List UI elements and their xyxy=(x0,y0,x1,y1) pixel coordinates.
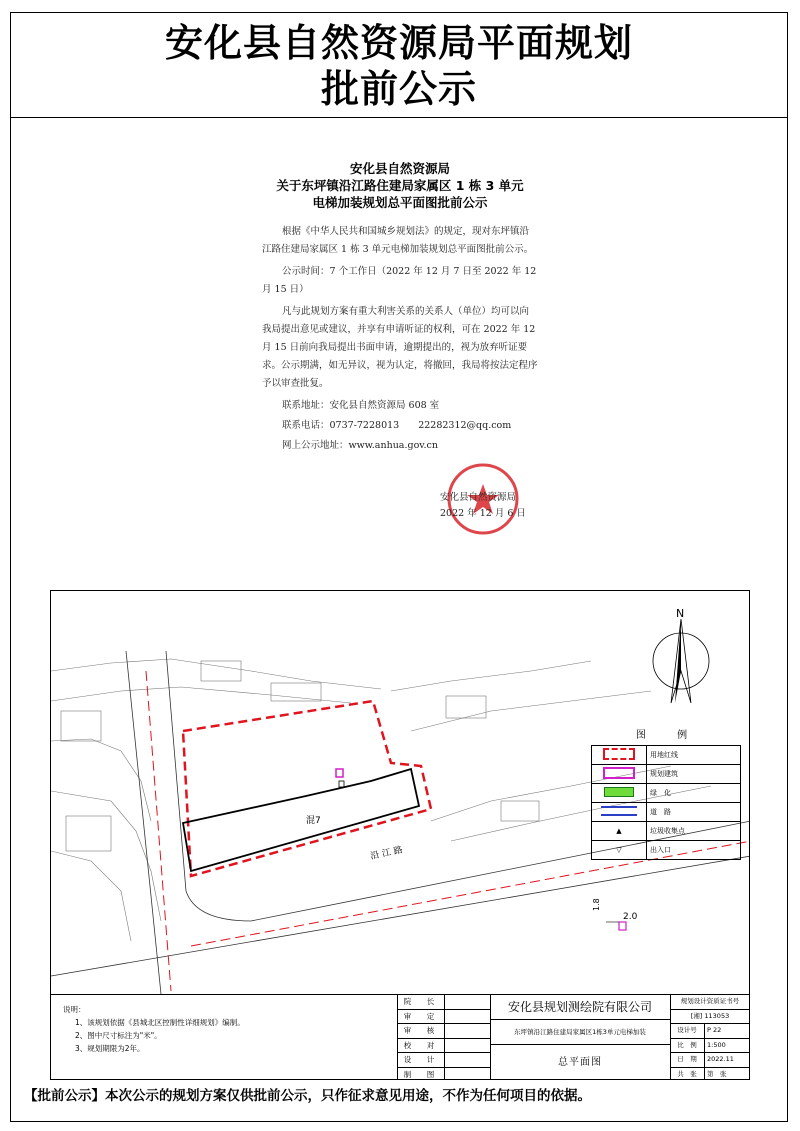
cert-number: [湘] 113053 xyxy=(670,1010,750,1025)
title-line-2: 批前公示 xyxy=(320,67,477,111)
info-row: 日 期 2022.11 xyxy=(670,1053,750,1068)
legend-item: ▲ 垃圾收集点 xyxy=(592,822,741,841)
note-item: 2、图中尺寸标注为"米"。 xyxy=(75,1031,162,1040)
notice-phone: 联系电话：0737-7228013 22282312@qq.com xyxy=(282,420,512,431)
north-label: N xyxy=(676,607,685,620)
notice-para-rights: 凡与此规划方案有重大利害关系的关系人（单位）均可以向我局提出意见或建议，并享有申请听证的权利，可在 2022 年 12 月 15 日前向我局提出书面申请，逾期提出的，视为放弃听证要求。公示期满，如无异议，视为认定，将撤回，我局将按法定程序予以审查批复。 xyxy=(262,306,538,389)
site-plan-drawing xyxy=(50,590,750,1080)
map-dim-b: 2.0 xyxy=(623,912,638,922)
map-dim-a: 1.8 xyxy=(592,898,601,911)
sign-date: 2022 年 12 月 6 日 xyxy=(440,508,526,519)
page-title xyxy=(10,12,788,118)
north-arrow-icon xyxy=(653,607,709,703)
notice-heading xyxy=(262,160,538,211)
drawing-name: 总平面图 xyxy=(558,1057,602,1068)
legend-item: ▽ 出入口 xyxy=(592,841,741,860)
notice-heading-line2: 关于东坪镇沿江路住建局家属区 1 栋 3 单元 xyxy=(276,178,524,193)
role-label: 院 长 xyxy=(398,995,445,1009)
role-label: 校 对 xyxy=(398,1039,445,1053)
title-block-roles xyxy=(398,995,491,1080)
notice-body xyxy=(262,223,538,455)
road-symbol-icon xyxy=(601,806,637,816)
legend-item: 规划建筑 xyxy=(592,765,741,784)
entrance-v-icon: ▽ xyxy=(616,846,622,854)
legend-item: 用地红线 xyxy=(592,746,741,765)
project-name: 东坪镇沿江路住建局家属区1栋3单元电梯加装 xyxy=(490,1020,670,1045)
info-row: 比 例 1:500 xyxy=(670,1039,750,1054)
company-name: 安化县规划测绘院有限公司 xyxy=(490,995,670,1020)
map-label-building: 混7 xyxy=(306,816,321,826)
notice-website: 网上公示地址：www.anhua.gov.cn xyxy=(282,440,438,451)
red-line-symbol-icon xyxy=(603,748,635,760)
title-block-center xyxy=(490,995,671,1080)
role-label: 审 定 xyxy=(398,1010,445,1024)
role-label: 制 图 xyxy=(398,1068,445,1081)
title-block xyxy=(397,994,750,1080)
legend-item: 绿 化 xyxy=(592,784,741,803)
note-item: 3、规划期限为2年。 xyxy=(75,1044,145,1053)
notes-title: 说明： xyxy=(63,1005,86,1014)
notice-address: 联系地址：安化县自然资源局 608 室 xyxy=(282,400,440,411)
footer-disclaimer: 【批前公示】本次公示的规划方案仅供批前公示，只作征求意见用途，不作为任何项目的依据。 xyxy=(24,1088,591,1104)
notice-signature xyxy=(440,490,526,522)
role-label: 设 计 xyxy=(398,1053,445,1067)
notice-para-period: 公示时间：7 个工作日（2022 年 12 月 7 日至 2022 年 12 月 15 日） xyxy=(262,266,537,295)
info-row: 共 张 第 张 xyxy=(670,1068,750,1081)
title-block-info xyxy=(670,995,750,1080)
triangle-icon: ▲ xyxy=(616,827,622,835)
note-item: 1、该规划依据《县城北区控制性详细规划》编制。 xyxy=(75,1018,245,1027)
plan-notes xyxy=(51,994,397,1080)
notice-heading-line3: 电梯加装规划总平面图批前公示 xyxy=(312,195,488,210)
info-row: 设计号 P 22 xyxy=(670,1024,750,1039)
notice-document xyxy=(262,160,538,457)
planned-elevator xyxy=(336,769,343,777)
cert-header: 规划设计资质证书号 xyxy=(670,995,750,1010)
map-label-road: 沿 江 路 xyxy=(369,845,404,862)
planned-building-symbol-icon xyxy=(603,767,635,779)
title-line-1: 安化县自然资源局平面规划 xyxy=(164,21,633,65)
legend-title: 图 例 xyxy=(635,730,702,741)
greenery-symbol-icon xyxy=(604,787,634,797)
notice-org: 安化县自然资源局 xyxy=(349,161,450,176)
legend-item: 道 路 xyxy=(592,803,741,822)
legend-table xyxy=(591,745,741,860)
sign-org: 安化县自然资源局 xyxy=(440,492,517,503)
role-label: 审 核 xyxy=(398,1024,445,1038)
notice-para-basis: 根据《中华人民共和国城乡规划法》的规定，现对东坪镇沿江路住建局家属区 1 栋 3 单元电梯加装规划总平面图批前公示。 xyxy=(262,226,534,255)
legend xyxy=(591,726,746,860)
